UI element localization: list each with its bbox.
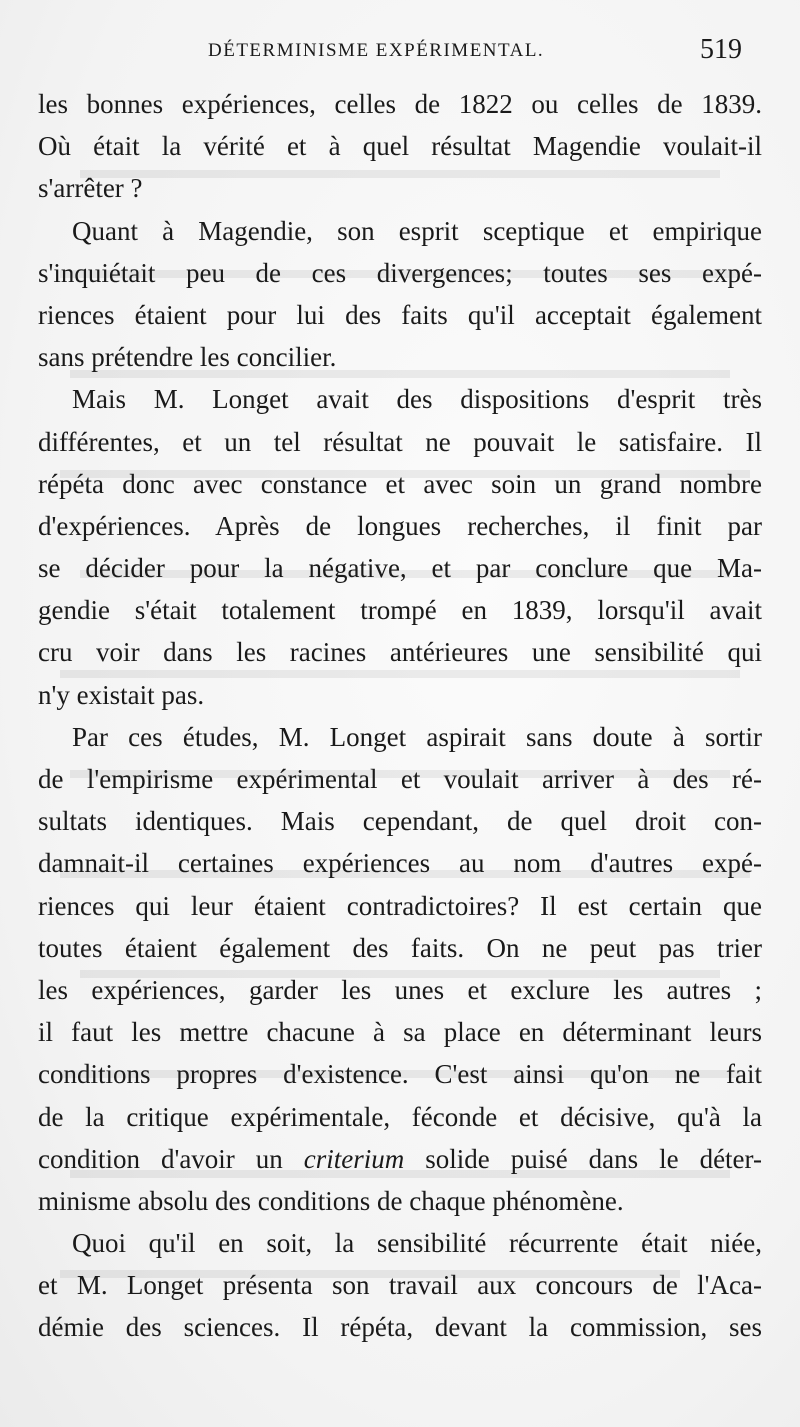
text-line: il faut les mettre chacune à sa place en déterminant leurs [38, 1017, 762, 1048]
running-head: DÉTERMINISME EXPÉRIMENTAL. [208, 40, 545, 61]
text-line: sultats identiques. Mais cependant, de quel droit con- [38, 806, 762, 837]
text-line: toutes étaient également des faits. On ne peut pas trier [38, 932, 762, 963]
text-line: répéta donc avec constance et avec soin un grand nombre [38, 468, 762, 499]
text-line: minisme absolu des conditions de chaque phénomène. [38, 1185, 624, 1216]
text-line: de l'empirisme expérimental et voulait arriver à des ré- [38, 764, 762, 794]
paragraph-first-line: Quant à Magendie, son esprit sceptique et empirique [72, 215, 762, 246]
text-line: riences qui leur étaient contradictoires? Il est certain que [38, 890, 762, 921]
body-text [38, 83, 762, 1349]
text-segment: condition d'avoir un [38, 1143, 304, 1174]
text-line: damnait-il certaines expériences au nom d'autres expé- [38, 848, 762, 879]
italic-term: criterium [303, 1143, 405, 1174]
text-line: cru voir dans les racines antérieures une sensibilité qui [38, 637, 762, 668]
text-line: sans prétendre les concilier. [38, 342, 337, 373]
page-header [38, 34, 742, 70]
text-line: Où était la vérité et à quel résultat Magendie voulait-il [38, 131, 762, 162]
text-line: s'arrêter ? [38, 173, 143, 204]
text-line: et M. Longet présenta son travail aux concours de l'Aca- [38, 1270, 762, 1301]
text-line: les bonnes expériences, celles de 1822 ou celles de 1839. [38, 89, 762, 119]
text-line: n'y existait pas. [38, 679, 205, 710]
text-line: riences étaient pour lui des faits qu'il acceptait également [38, 299, 762, 330]
text-line: d'expériences. Après de longues recherches, il finit par [38, 510, 762, 541]
text-line-with-italic [38, 1138, 762, 1180]
text-line: les expériences, garder les unes et exclure les autres ; [38, 974, 762, 1005]
text-segment: solide puisé dans le déter- [404, 1143, 762, 1174]
paragraph-first-line: Mais M. Longet avait des dispositions d'esprit très [72, 384, 762, 415]
paragraph-first-line: Quoi qu'il en soit, la sensibilité récurrente était niée, [72, 1228, 762, 1259]
text-line: conditions propres d'existence. C'est ainsi qu'on ne fait [38, 1059, 762, 1090]
text-line: démie des sciences. Il répéta, devant la commission, ses [38, 1312, 762, 1343]
text-line: de la critique expérimentale, féconde et décisive, qu'à la [38, 1101, 762, 1132]
page-number: 519 [700, 34, 742, 65]
paragraph-first-line: Par ces études, M. Longet aspirait sans doute à sortir [72, 721, 762, 752]
text-line: s'inquiétait peu de ces divergences; toutes ses expé- [38, 257, 762, 288]
text-line: se décider pour la négative, et par conclure que Ma- [38, 553, 762, 584]
text-line: différentes, et un tel résultat ne pouvait le satisfaire. Il [38, 426, 762, 457]
text-line: gendie s'était totalement trompé en 1839, lorsqu'il avait [38, 595, 762, 626]
